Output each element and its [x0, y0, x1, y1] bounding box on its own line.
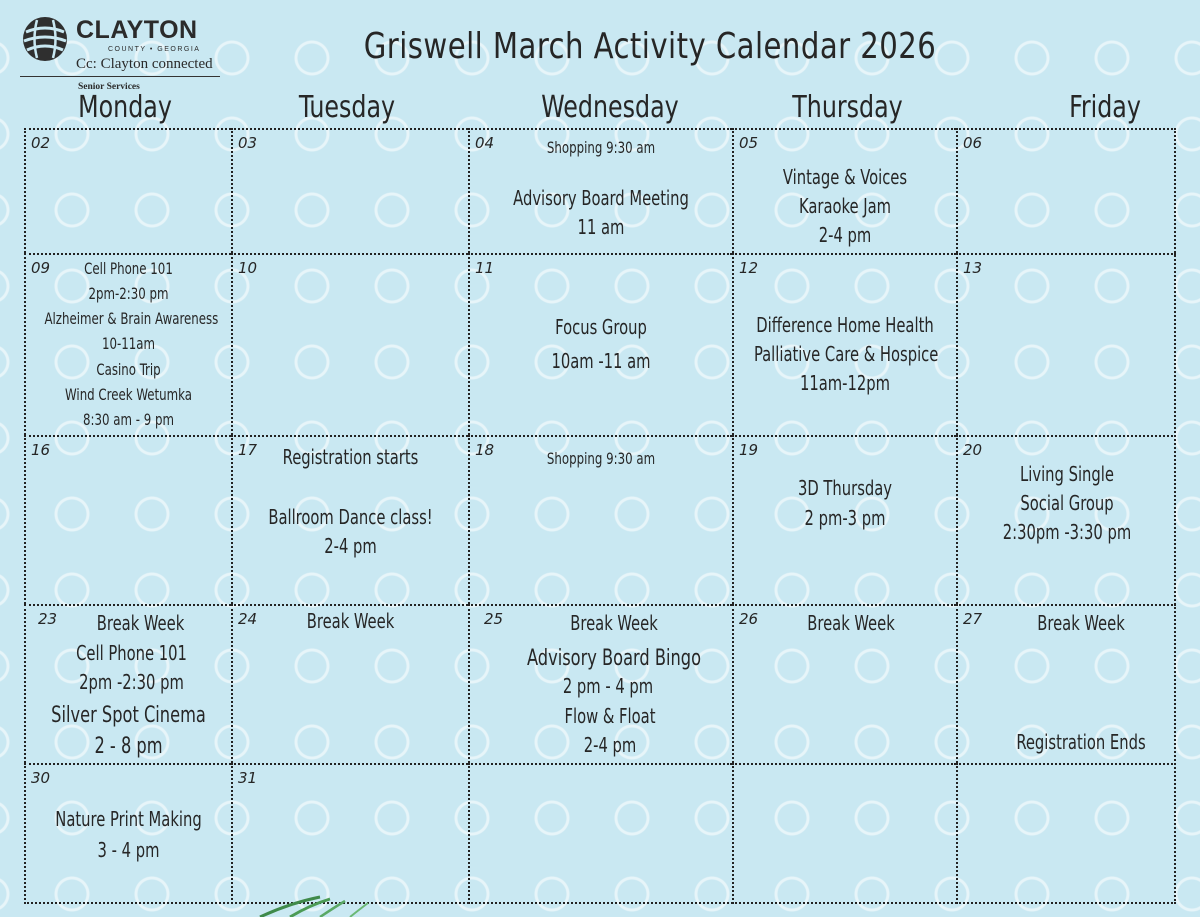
day-header-tuesday: Tuesday — [298, 90, 396, 125]
event-text: Shopping 9:30 am — [546, 449, 656, 468]
date-number: 19 — [739, 441, 759, 459]
day-cell — [24, 604, 231, 763]
event-text: Advisory Board Bingo — [527, 646, 701, 671]
event-text: 10-11am — [101, 334, 156, 353]
day-cell — [231, 604, 468, 763]
date-number: 09 — [31, 259, 51, 277]
day-header-monday: Monday — [78, 90, 172, 125]
day-cell — [231, 435, 468, 604]
event-text: Break Week — [1037, 611, 1125, 635]
day-cell — [956, 128, 1176, 253]
date-number: 17 — [238, 441, 258, 459]
event-text: 3 - 4 pm — [97, 838, 160, 862]
logo-subtitle: COUNTY • GEORGIA — [108, 46, 201, 53]
day-cell — [732, 435, 956, 604]
date-number: 13 — [963, 259, 983, 277]
date-number: 23 — [38, 610, 58, 628]
event-text: Vintage & Voices — [782, 165, 908, 189]
logo-wordmark: CLAYTON — [76, 16, 198, 44]
day-cell — [468, 253, 732, 435]
event-text: Palliative Care & Hospice — [753, 342, 939, 366]
date-number: 25 — [484, 610, 504, 628]
date-number: 20 — [963, 441, 983, 459]
event-text: Social Group — [1020, 491, 1114, 515]
event-text: Wind Creek Wetumka — [65, 385, 192, 404]
event-text: 2pm -2:30 pm — [79, 670, 184, 694]
event-text: Nature Print Making — [55, 807, 202, 831]
day-header-friday: Friday — [1069, 90, 1141, 125]
date-number: 31 — [238, 769, 258, 787]
day-cell — [732, 128, 956, 253]
day-cell — [24, 763, 231, 904]
calendar-grid — [24, 128, 1176, 904]
event-text: 2pm-2:30 pm — [88, 284, 169, 303]
event-text: Alzheimer & Brain Awareness — [44, 309, 219, 328]
event-text: Ballroom Dance class! — [268, 505, 433, 529]
event-text: 2-4 pm — [818, 223, 872, 247]
event-text: Registration Ends — [1016, 730, 1146, 754]
event-text: Difference Home Health — [756, 313, 934, 337]
event-text: 2 pm - 4 pm — [562, 674, 654, 698]
logo-department: Senior Services — [78, 82, 140, 92]
event-text: Break Week — [570, 611, 658, 635]
palm-leaf-decoration — [250, 895, 410, 917]
day-cell — [956, 435, 1176, 604]
event-text: Cell Phone 101 — [76, 641, 187, 665]
event-text: Silver Spot Cinema — [51, 703, 206, 728]
event-text: Cell Phone 101 — [84, 259, 173, 278]
day-cell — [956, 763, 1176, 904]
event-text: 11am-12pm — [799, 371, 891, 395]
event-text: 3D Thursday — [797, 476, 893, 500]
day-cell — [24, 435, 231, 604]
event-text: 2-4 pm — [324, 534, 377, 558]
day-cell — [732, 253, 956, 435]
event-text: Karaoke Jam — [798, 194, 892, 218]
event-text: Casino Trip — [96, 360, 161, 379]
event-text: 2 pm-3 pm — [804, 506, 886, 530]
day-cell — [231, 253, 468, 435]
date-number: 11 — [475, 259, 495, 277]
date-number: 10 — [238, 259, 258, 277]
day-cell — [231, 128, 468, 253]
date-number: 05 — [739, 134, 759, 152]
date-number: 04 — [475, 134, 495, 152]
clayton-logo — [18, 12, 223, 96]
date-number: 18 — [475, 441, 495, 459]
date-number: 03 — [238, 134, 258, 152]
day-cell — [468, 763, 732, 904]
event-text: 8:30 am - 9 pm — [83, 410, 174, 429]
date-number: 24 — [238, 610, 258, 628]
date-number: 30 — [31, 769, 51, 787]
date-number: 26 — [739, 610, 759, 628]
date-number: 12 — [739, 259, 759, 277]
day-cell — [732, 763, 956, 904]
event-text: 2:30pm -3:30 pm — [1002, 520, 1132, 544]
day-cell — [231, 763, 468, 904]
event-text: Break Week — [306, 609, 395, 633]
event-text: Break Week — [96, 611, 185, 635]
event-text: 2-4 pm — [583, 733, 637, 757]
event-text: Living Single — [1020, 462, 1114, 486]
day-cell — [468, 435, 732, 604]
day-cell — [468, 604, 732, 763]
page-title: Griswell March Activity Calendar 2026 — [363, 26, 937, 67]
day-cell — [956, 604, 1176, 763]
event-text: 11 am — [577, 215, 625, 239]
event-text: 10am -11 am — [551, 349, 651, 373]
day-cell — [24, 253, 231, 435]
event-text: Registration starts — [282, 445, 419, 469]
event-text: Break Week — [807, 611, 895, 635]
logo-divider — [20, 76, 220, 77]
day-cell — [732, 604, 956, 763]
event-text: Flow & Float — [564, 704, 656, 728]
logo-tagline: Cc: Clayton connected — [76, 56, 213, 72]
date-number: 02 — [31, 134, 51, 152]
date-number: 16 — [31, 441, 51, 459]
event-text: Focus Group — [555, 315, 647, 339]
day-header-thursday: Thursday — [792, 90, 903, 125]
event-text: Advisory Board Meeting — [513, 186, 689, 210]
day-cell — [956, 253, 1176, 435]
day-header-wednesday: Wednesday — [541, 90, 679, 125]
date-number: 27 — [963, 610, 983, 628]
globe-icon — [20, 14, 70, 64]
date-number: 06 — [963, 134, 983, 152]
event-text: Shopping 9:30 am — [546, 138, 656, 157]
day-cell — [468, 128, 732, 253]
event-text: 2 - 8 pm — [94, 734, 163, 759]
day-cell — [24, 128, 231, 253]
